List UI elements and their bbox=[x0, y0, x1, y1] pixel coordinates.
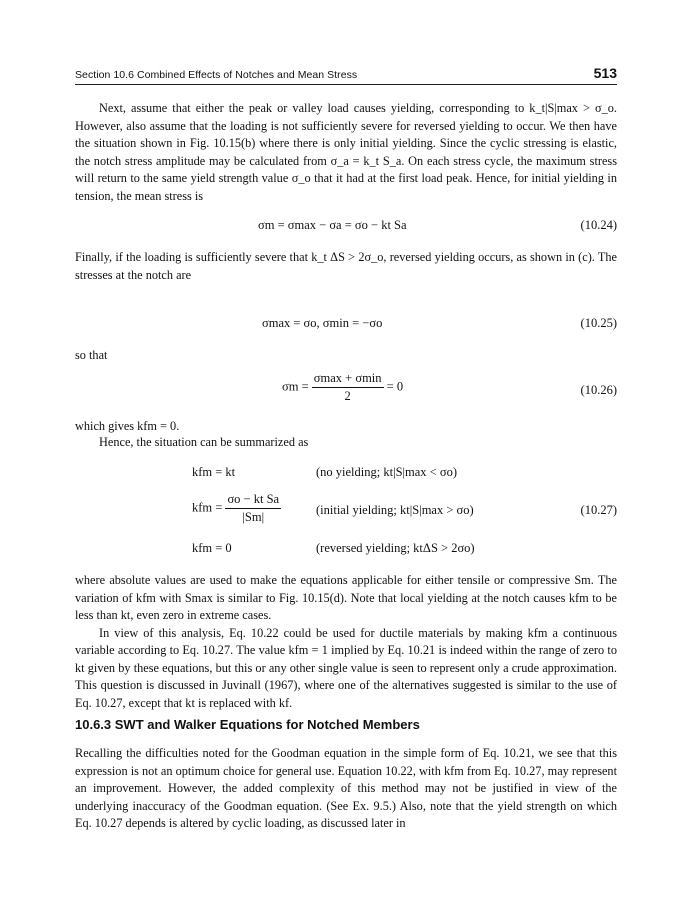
eq26-fraction bbox=[312, 371, 384, 404]
equation-number-10-25: (10.25) bbox=[580, 316, 617, 330]
eq26-numerator: σmax + σmin bbox=[312, 371, 384, 388]
eq27-row2 bbox=[192, 492, 281, 525]
equation-number-10-26: (10.26) bbox=[580, 383, 617, 397]
section-title: Section 10.6 Combined Effects of Notches and Mean Stress bbox=[75, 69, 358, 81]
equation-10-25: σmax = σo, σmin = −σo bbox=[262, 316, 383, 330]
eq27-row2-lhs: kfm = bbox=[192, 500, 223, 515]
paragraph-text: In view of this analysis, Eq. 10.22 could be used for ductile materials by making kfm a continuous variable according to Eq. 10.27. The value kfm = 1 implied by Eq. 10.21 is indeed within the range of zero to kt given by these equations, but this or any other single value is seen to represent only a crude approximation. This question is discussed in Juvinall (1967), where one of the alternatives suggested is similar to the use of Eq. 10.27, except that kt is replaced with kf. bbox=[75, 625, 617, 710]
section-heading: 10.6.3 SWT and Walker Equations for Notched Members bbox=[75, 717, 420, 732]
paragraph-text: Next, assume that either the peak or valley load causes yielding, corresponding to k_t|S|max > σ_o. However, also assume that the loading is not sufficiently severe for reversed yielding to occur. We then have the situation shown in Fig. 10.15(b) where there is only initial yielding. Since the cyclic stressing is elastic, the notch stress amplitude may be calculated from σ_a = k_t S_a. On each stress cycle, the maximum stress will return to the same yield strength value σ_o that it had at the first load peak. Hence, for initial yielding in tension, the mean stress is bbox=[75, 101, 617, 203]
equation-10-26 bbox=[282, 371, 403, 404]
hence-text: Hence, the situation can be summarized as bbox=[99, 435, 309, 449]
running-header bbox=[75, 66, 617, 86]
paragraph-reversed-yielding bbox=[75, 249, 617, 284]
paragraph-absolute-values bbox=[75, 572, 617, 712]
eq27-fraction bbox=[225, 492, 281, 525]
so-that-text: so that bbox=[75, 348, 108, 362]
eq27-row3-condition: (reversed yielding; ktΔS > 2σo) bbox=[316, 541, 475, 555]
eq27-row1-lhs: kfm = kt bbox=[192, 465, 236, 479]
eq27-numerator: σo − kt Sa bbox=[225, 492, 281, 509]
equation-10-24: σm = σmax − σa = σo − kt Sa bbox=[258, 218, 407, 232]
eq27-row2-condition: (initial yielding; kt|S|max > σo) bbox=[316, 503, 474, 517]
header-rule bbox=[75, 84, 617, 85]
eq26-rhs: = 0 bbox=[386, 379, 404, 394]
paragraph-text: where absolute values are used to make the equations applicable for either tensile or compressive Sm. The variation of kfm with Smax is similar to Fig. 10.15(d). Note that local yielding at the notch causes kfm to be less than kt, even zero in extreme cases. bbox=[75, 573, 617, 622]
eq27-denominator: |Sm| bbox=[242, 510, 265, 524]
page-number: 513 bbox=[593, 65, 617, 81]
eq27-row1-condition: (no yielding; kt|S|max < σo) bbox=[316, 465, 458, 479]
paragraph-swt-walker bbox=[75, 745, 617, 833]
eq26-denominator: 2 bbox=[344, 389, 351, 403]
paragraph-text: Recalling the difficulties noted for the Goodman equation in the simple form of Eq. 10.21, we see that this expression is not an optimum choice for general use. Equation 10.22, with kfm from Eq. 10.27, may represent an improvement. However, the added complexity of this method may not be justified in view of the underlying inaccuracy of the Goodman equation. (See Ex. 9.5.) Also, note that the yield strength on which Eq. 10.27 depends is altered by cyclic loading, as discussed later in bbox=[75, 746, 617, 830]
paragraph-text: Finally, if the loading is sufficiently severe that k_t ΔS > 2σ_o, reversed yielding occurs, as shown in (c). The stresses at the notch are bbox=[75, 250, 617, 282]
equation-number-10-24: (10.24) bbox=[580, 218, 617, 232]
eq27-row3-lhs: kfm = 0 bbox=[192, 541, 232, 555]
equation-number-10-27: (10.27) bbox=[580, 503, 617, 517]
paragraph-initial-yielding bbox=[75, 100, 617, 205]
which-gives-text: which gives kfm = 0. bbox=[75, 419, 180, 433]
eq26-lhs: σm = bbox=[282, 379, 309, 394]
